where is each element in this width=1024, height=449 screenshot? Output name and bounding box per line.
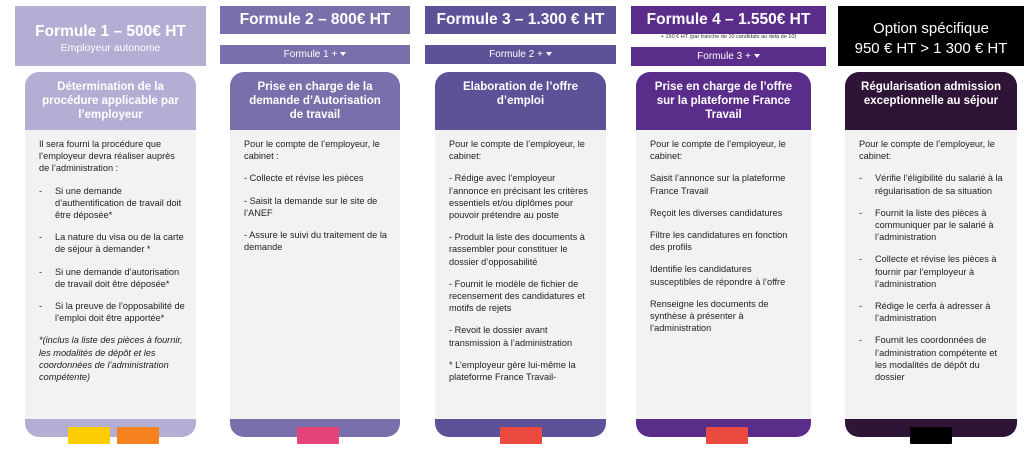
option-price: 950 € HT > 1 300 € HT xyxy=(854,40,1008,57)
red-swatch xyxy=(706,427,748,444)
formula-4-previous-label: Formule 3 + xyxy=(697,51,751,62)
formula-2-previous-label: Formule 1 + xyxy=(283,49,338,60)
option-header xyxy=(845,72,1017,130)
caret-down-icon xyxy=(754,54,760,58)
formula-1-bottom xyxy=(25,419,196,437)
caret-down-icon xyxy=(546,52,552,56)
list-item: - Revoit le dossier avant transmission à l’administration xyxy=(449,325,573,348)
list-item: - Si la preuve de l’opposabilité de l’emploi doit être apportée* xyxy=(39,300,186,324)
formula-2-body xyxy=(230,130,400,419)
formula-3-price: Formule 3 – 1.300 € HT xyxy=(436,11,605,28)
red-swatch xyxy=(500,427,542,444)
formula-4-title xyxy=(631,10,826,30)
black-swatch xyxy=(910,427,952,444)
option-title xyxy=(838,19,1024,59)
list-item: Renseigne les documents de synthèse à présenter à l’administration xyxy=(650,298,769,334)
formula-2-title xyxy=(220,10,410,30)
formula-1-header-text: Détermination de la procédure applicable par l’employeur xyxy=(42,81,179,121)
list-item: - Fournit le modèle de fichier de recensement des candidatures et motifs de rejets xyxy=(449,278,585,314)
formula-1-body xyxy=(25,130,196,419)
formula-1-title xyxy=(15,22,206,55)
formula-2-intro: Pour le compte de l’employeur, le cabinet : xyxy=(244,139,380,162)
formula-2-price: Formule 2 – 800€ HT xyxy=(239,11,391,28)
option-header-text: Régularisation admission exceptionnelle au séjour xyxy=(861,81,1001,107)
formula-1-column xyxy=(15,0,206,449)
option-body xyxy=(845,130,1017,419)
formula-2-header xyxy=(230,72,400,130)
formula-4-intro: Pour le compte de l’employeur, le cabinet: xyxy=(650,139,786,162)
formula-3-header xyxy=(435,72,606,130)
list-item: - Collecte et révise les pièces xyxy=(244,173,364,184)
formula-4-header-text: Prise en charge de l’offre sur la plateforme France Travail xyxy=(654,81,793,121)
formula-2-header-text: Prise en charge de la demande d’Autorisation de travail xyxy=(249,81,381,121)
list-item: Reçoit les diverses candidatures xyxy=(650,207,783,218)
option-specifique-column xyxy=(838,0,1024,449)
formula-3-title xyxy=(425,10,616,30)
list-item: - La nature du visa ou de la carte de séjour à demander * xyxy=(39,231,186,255)
list-item: Identifie les candidatures susceptibles de répondre à l’offre xyxy=(650,264,786,287)
list-item: - Rédige le cerfa à adresser à l’administration xyxy=(859,300,1007,324)
list-item: - Fournit les coordonnées de l’administration compétente et les modalités de dépôt du dossier xyxy=(859,334,1007,383)
option-intro: Pour le compte de l’employeur, le cabinet: xyxy=(859,139,995,162)
list-item: - Saisit la demande sur le site de l’ANEF xyxy=(244,195,378,218)
formula-1-header xyxy=(25,72,196,130)
formula-4-header xyxy=(636,72,811,130)
formula-1-subtitle: Employeur autonome xyxy=(60,42,161,54)
formula-4-column xyxy=(631,0,826,449)
list-item: Saisit l’annonce sur la plateforme France Travail xyxy=(650,173,786,196)
formula-4-previous-dropdown[interactable] xyxy=(631,47,826,66)
orange-swatch xyxy=(117,427,159,444)
list-item: - Produit la liste des documents à rassembler pour constituer le dossier d’opposabilité xyxy=(449,232,585,267)
list-item: Filtre les candidatures en fonction des profils xyxy=(650,230,788,253)
caret-down-icon xyxy=(340,52,346,56)
formula-4-note: + 150 € HT (par tranche de 10 candidats au delà de 10) xyxy=(660,34,797,40)
formula-3-column xyxy=(425,0,616,449)
formula-1-intro: Il sera fourni la procédure que l’employeur devra réaliser auprès de l’administration : xyxy=(39,139,175,174)
option-title-line1: Option spécifique xyxy=(873,20,989,37)
list-item: - Si une demande d’autorisation de travail doit être déposée* xyxy=(39,266,186,290)
formula-3-body xyxy=(435,130,606,419)
formula-3-intro: Pour le compte de l’employeur, le cabinet: xyxy=(449,139,585,162)
list-item: - Assure le suivi du traitement de la demande xyxy=(244,230,387,253)
list-item: - Fournit la liste des pièces à communiquer par le salarié à l’administration xyxy=(859,207,1007,244)
pink-swatch xyxy=(297,427,339,444)
list-item: - Vérifie l’éligibilité du salarié à la régularisation de sa situation xyxy=(859,172,1007,196)
formula-3-header-text: Elaboration de l’offre d’emploi xyxy=(462,81,578,107)
yellow-swatch xyxy=(68,427,110,444)
list-item: - Si une demande d’authentification de travail doit être déposée* xyxy=(39,185,186,222)
formula-3-previous-dropdown[interactable] xyxy=(425,45,616,64)
formula-3-previous-label: Formule 2 + xyxy=(489,49,543,60)
formula-2-column xyxy=(220,0,410,449)
formula-1-footnote: *(inclus la liste des pièces à fournir, les modalités de dépôt et les coordonnées de l’administration compétente) xyxy=(39,335,183,383)
formula-1-price: Formule 1 – 500€ HT xyxy=(35,23,186,40)
formula-4-body xyxy=(636,130,811,419)
list-item: - Rédige avec l’employeur l’annonce en précisant les critères essentiels et/ou diplômes pour pouvoir prétendre au poste xyxy=(449,173,588,221)
formula-2-previous-dropdown[interactable] xyxy=(220,45,410,64)
formula-4-price: Formule 4 – 1.550€ HT xyxy=(646,11,811,28)
list-item: * L’employeur gère lui-même la plateforme France Travail- xyxy=(449,359,576,383)
list-item: - Collecte et révise les pièces à fournir par l’employeur à l’administration xyxy=(859,253,1007,290)
